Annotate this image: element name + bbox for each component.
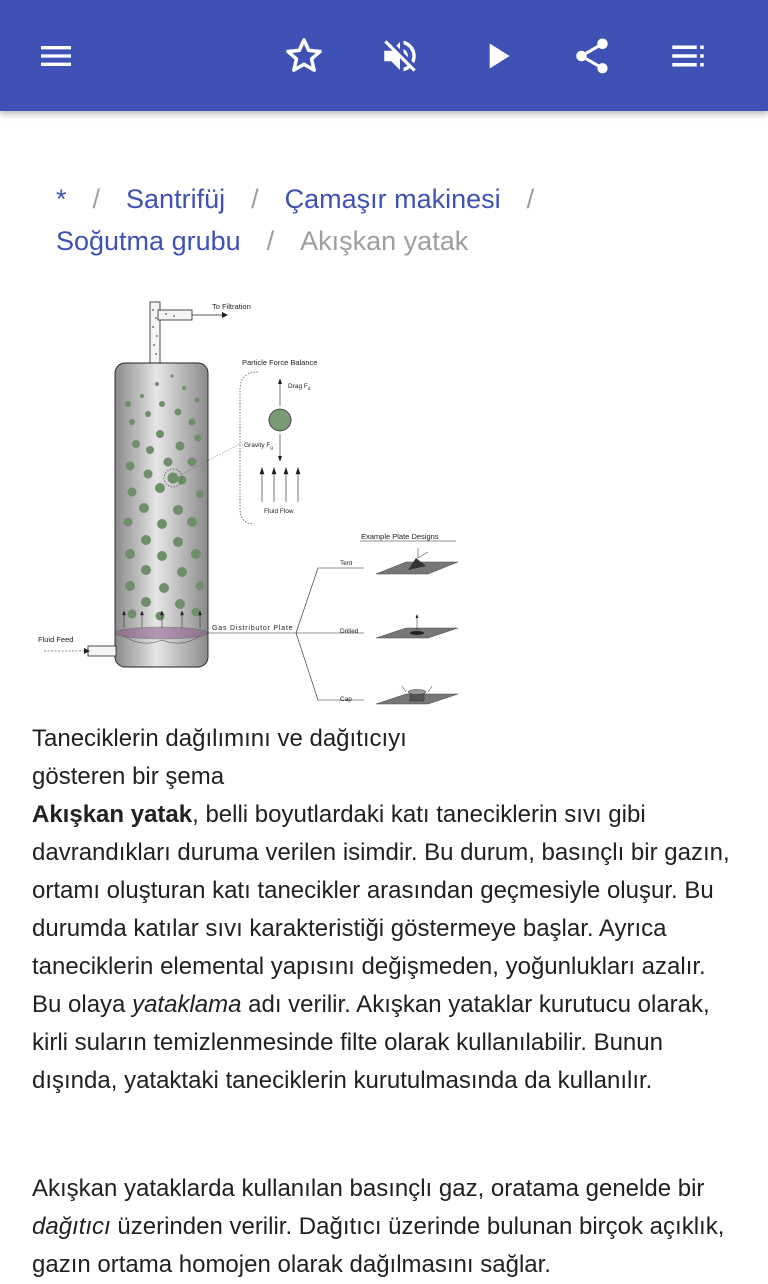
fluid-feed-label: Fluid Feed: [38, 635, 74, 644]
to-filtration-label: To Filtration: [212, 302, 251, 311]
article-term-italic: dağıtıcı: [32, 1213, 111, 1240]
article-term-italic: yataklama: [132, 991, 242, 1018]
volume-off-icon[interactable]: [374, 30, 426, 82]
feed-pipe: [88, 646, 116, 656]
article-text: Akışkan yataklarda kullanılan basınçlı gaz, oratama genelde bir: [32, 1175, 705, 1202]
breadcrumb-home[interactable]: *: [56, 184, 67, 214]
tent-label: Tent: [340, 560, 353, 567]
figure-caption: Taneciklerin dağılımını ve dağıtıcıyı gösteren bir şema: [32, 725, 407, 790]
force-balance-title: Particle Force Balance: [242, 358, 318, 367]
breadcrumb-separator: /: [266, 226, 275, 256]
breadcrumb-santrifuj[interactable]: Santrifüj: [126, 184, 226, 214]
breadcrumb-current: Akışkan yatak: [300, 226, 469, 256]
gas-distributor-label: Gas Distributor Plate: [212, 625, 294, 632]
breadcrumb-separator: /: [526, 184, 535, 214]
breadcrumb-separator: /: [251, 184, 259, 214]
article-paragraph-1: [32, 796, 736, 1100]
drag-label: Drag $F_d$: [288, 383, 311, 391]
bed-column: [115, 363, 208, 667]
article-term: Akışkan yatak: [32, 801, 193, 828]
tent-plate: [376, 548, 458, 574]
fluid-flow-label: Fluid Flow: [264, 508, 294, 515]
gravity-label: Gravity $F_g$: [244, 442, 273, 450]
star-outline-icon[interactable]: [278, 30, 330, 82]
breadcrumb-separator: /: [92, 184, 101, 214]
cap-plate: [376, 686, 458, 704]
example-plates-title: Example Plate Designs: [361, 532, 439, 541]
playlist-icon[interactable]: [662, 30, 714, 82]
breadcrumb-sogutma-grubu[interactable]: Soğutma grubu: [56, 226, 241, 256]
app-toolbar: [0, 0, 768, 111]
article-paragraph-2: [32, 1170, 736, 1284]
distributor-plate: [116, 627, 208, 639]
fluidized-bed-diagram[interactable]: [32, 296, 464, 714]
article-text: , belli boyutlardaki katı taneciklerin sıvı gibi davrandıkları duruma verilen isimdir. Bu durum, basınçlı bir gazın, ortamı oluşturan katı tanecikler arasından geçmesiyle oluşur. Bu durumda katılar sıvı karakteristiği göstermeye başlar. Ayrıca taneciklerin elemental yapısını değişmeden, yoğunlukları azalır. Bu olaya: [32, 801, 730, 1018]
drilled-plate: [376, 614, 458, 638]
particle-example: [269, 409, 291, 431]
cap-label: Cap: [340, 696, 352, 703]
share-icon[interactable]: [566, 30, 618, 82]
menu-icon[interactable]: [30, 30, 82, 82]
play-icon[interactable]: [472, 30, 524, 82]
article-text: adı verilir. Akışkan yataklar kurutucu olarak, kirli suların temizlenmesinde filte olarak kullanılabilir. Bunun dışında, yataktaki taneciklerin kurutulmasında da kullanılır.: [32, 991, 710, 1094]
breadcrumb-camasir-makinesi[interactable]: Çamaşır makinesi: [284, 184, 501, 214]
breadcrumb: [56, 178, 736, 262]
article-text: üzerinden verilir. Dağıtıcı üzerinde bulunan birçok açıklık, gazın ortama homojen olarak dağılmasını sağlar.: [32, 1213, 725, 1278]
outlet-pipe-elbow: [158, 310, 192, 320]
drilled-label: Drilled: [340, 628, 359, 635]
